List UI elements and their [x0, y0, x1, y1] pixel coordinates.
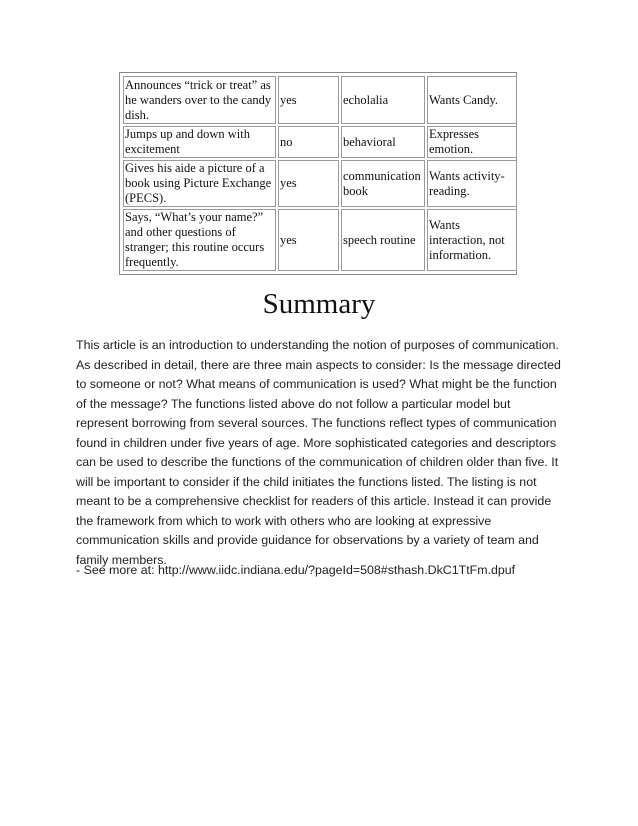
- communication-table-frame: [119, 72, 517, 275]
- function-cell: Wants activity-reading.: [427, 160, 517, 207]
- communication-functions-table: [121, 74, 519, 273]
- behavior-cell: Announces “trick or treat” as he wanders over to the candy dish.: [123, 76, 276, 124]
- table-row: [123, 209, 517, 271]
- table-row: [123, 76, 517, 124]
- summary-paragraph: This article is an introduction to understanding the notion of purposes of communication. As described in detail, there are three main aspects to consider: Is the message directed to someone or not? What means of communication is used? What might be the function of the message? The functions listed above do not follow a particular model but represent borrowing from several sources. The functions reflect types of communication found in children under five years of age. More sophisticated categories and descriptors can be used to describe the functions of the communication of children older than five. It will be important to consider if the child initiates the functions listed. The listing is not meant to be a comprehensive checklist for readers of this article. Instead it can provide the framework from which to work with others who are looking at expressive communication skills and provide guidance for observations by a variety of team and family members.: [76, 338, 561, 567]
- intentional-cell: no: [278, 126, 339, 158]
- behavior-cell: Says, “What’s your name?” and other questions of stranger; this routine occurs frequently.: [123, 209, 276, 271]
- means-cell: behavioral: [341, 126, 425, 158]
- source-link-text[interactable]: - See more at: http://www.iidc.indiana.edu/?pageId=508#sthash.DkC1TtFm.dpuf: [76, 563, 516, 577]
- intentional-cell: yes: [278, 209, 339, 271]
- behavior-cell: Jumps up and down with excitement: [123, 126, 276, 158]
- means-cell: echolalia: [341, 76, 425, 124]
- summary-heading: Summary: [262, 288, 376, 320]
- table-row: [123, 160, 517, 207]
- intentional-cell: yes: [278, 76, 339, 124]
- means-cell: speech routine: [341, 209, 425, 271]
- behavior-cell: Gives his aide a picture of a book using Picture Exchange (PECS).: [123, 160, 276, 207]
- intentional-cell: yes: [278, 160, 339, 207]
- means-cell: communication book: [341, 160, 425, 207]
- function-cell: Wants interaction, not information.: [427, 209, 517, 271]
- function-cell: Wants Candy.: [427, 76, 517, 124]
- table-row: [123, 126, 517, 158]
- function-cell: Expresses emotion.: [427, 126, 517, 158]
